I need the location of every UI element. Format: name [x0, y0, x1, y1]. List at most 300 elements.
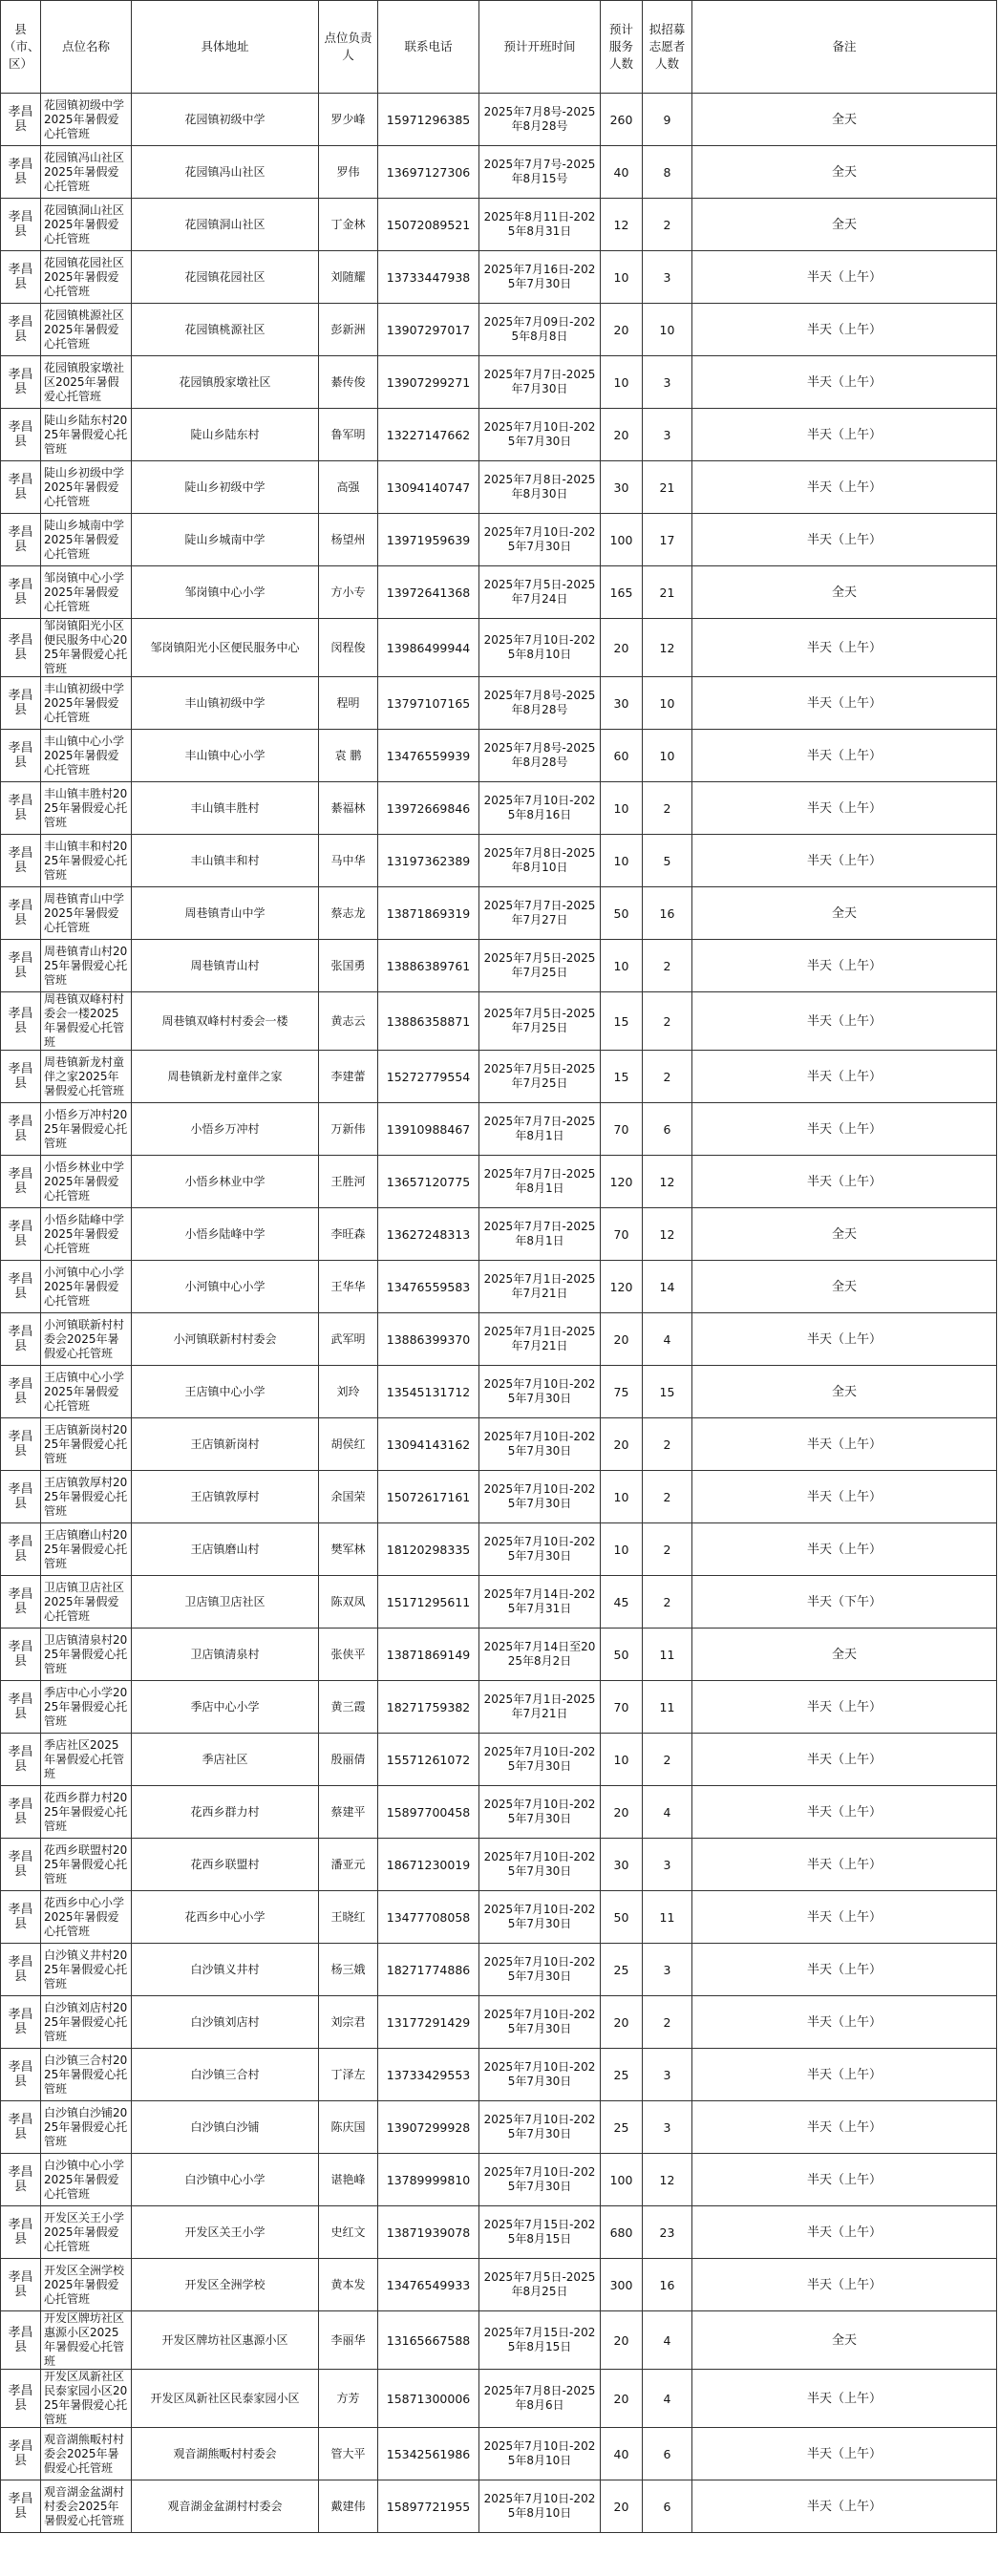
volunteer-count-cell: 16	[643, 887, 692, 940]
table-row	[1, 1891, 997, 1944]
phone-cell: 13177291429	[378, 1996, 479, 2049]
county-cell: 孝昌县	[1, 1996, 41, 2049]
table-row	[1, 1576, 997, 1629]
county-cell: 孝昌县	[1, 1103, 41, 1156]
site-name-cell: 周巷镇青山中学2025年暑假爱心托管班	[41, 887, 132, 940]
schedule-cell: 2025年7月8号-2025年8月28号	[479, 677, 601, 730]
schedule-cell: 2025年7月10日-2025年7月30日	[479, 1366, 601, 1418]
service-count-cell: 50	[601, 1629, 643, 1681]
phone-cell: 13657120775	[378, 1156, 479, 1208]
address-cell: 陡山乡初级中学	[132, 461, 319, 514]
remarks-cell: 半天（上午）	[692, 1103, 997, 1156]
schedule-cell: 2025年7月8日-2025年8月30日	[479, 461, 601, 514]
header-phone: 联系电话	[378, 1, 479, 94]
table-row	[1, 1103, 997, 1156]
volunteer-count-cell: 12	[643, 619, 692, 677]
schedule-cell: 2025年7月7日-2025年8月1日	[479, 1103, 601, 1156]
schedule-cell: 2025年7月8日-2025年8月6日	[479, 2370, 601, 2428]
site-name-cell: 季店社区2025年暑假爱心托管班	[41, 1734, 132, 1786]
remarks-cell: 半天（上午）	[692, 2259, 997, 2311]
schedule-cell: 2025年7月5日-2025年8月25日	[479, 2259, 601, 2311]
remarks-cell: 半天（上午）	[692, 1471, 997, 1523]
volunteer-count-cell: 2	[643, 1471, 692, 1523]
table-row	[1, 2154, 997, 2206]
remarks-cell: 半天（上午）	[692, 1313, 997, 1366]
schedule-cell: 2025年7月5日-2025年7月25日	[479, 940, 601, 992]
schedule-cell: 2025年7月15日-2025年8月15日	[479, 2206, 601, 2259]
service-count-cell: 20	[601, 2480, 643, 2533]
remarks-cell: 半天（上午）	[692, 1891, 997, 1944]
service-count-cell: 10	[601, 1523, 643, 1576]
contact-person-cell: 刘宗君	[319, 1996, 378, 2049]
remarks-cell: 全天	[692, 2311, 997, 2370]
schedule-cell: 2025年7月10日-2025年7月30日	[479, 1891, 601, 1944]
service-count-cell: 15	[601, 992, 643, 1051]
volunteer-count-cell: 6	[643, 2480, 692, 2533]
site-name-cell: 丰山镇丰胜村2025年暑假爱心托管班	[41, 782, 132, 835]
schedule-cell: 2025年7月10日-2025年7月30日	[479, 2049, 601, 2101]
schedule-cell: 2025年7月8号-2025年8月28号	[479, 94, 601, 146]
schedule-cell: 2025年7月10日-2025年7月30日	[479, 1944, 601, 1996]
phone-cell: 13886389761	[378, 940, 479, 992]
volunteer-count-cell: 3	[643, 1944, 692, 1996]
address-cell: 开发区全洲学校	[132, 2259, 319, 2311]
contact-person-cell: 胡侯红	[319, 1418, 378, 1471]
service-count-cell: 260	[601, 94, 643, 146]
phone-cell: 15897721955	[378, 2480, 479, 2533]
contact-person-cell: 刘玲	[319, 1366, 378, 1418]
schedule-cell: 2025年7月7号-2025年8月15号	[479, 146, 601, 199]
site-name-cell: 陡山乡陆东村2025年暑假爱心托管班	[41, 409, 132, 461]
schedule-cell: 2025年7月10日-2025年7月30日	[479, 514, 601, 566]
county-cell: 孝昌县	[1, 1734, 41, 1786]
table-header-row	[1, 1, 997, 94]
header-volunteer-count: 拟招募志愿者人数	[643, 1, 692, 94]
address-cell: 陡山乡城南中学	[132, 514, 319, 566]
phone-cell: 13972641368	[378, 566, 479, 619]
contact-person-cell: 管大平	[319, 2428, 378, 2480]
table-row	[1, 2259, 997, 2311]
service-count-cell: 20	[601, 2311, 643, 2370]
volunteer-count-cell: 11	[643, 1891, 692, 1944]
table-row	[1, 1839, 997, 1891]
phone-cell: 18271774886	[378, 1944, 479, 1996]
schedule-cell: 2025年7月14日-2025年7月31日	[479, 1576, 601, 1629]
contact-person-cell: 袁 鹏	[319, 730, 378, 782]
contact-person-cell: 张国勇	[319, 940, 378, 992]
site-name-cell: 小悟乡林业中学2025年暑假爱心托管班	[41, 1156, 132, 1208]
table-row	[1, 566, 997, 619]
phone-cell: 18671230019	[378, 1839, 479, 1891]
schedule-cell: 2025年7月8号-2025年8月28号	[479, 730, 601, 782]
phone-cell: 13697127306	[378, 146, 479, 199]
phone-cell: 13789999810	[378, 2154, 479, 2206]
volunteer-count-cell: 3	[643, 409, 692, 461]
schedule-cell: 2025年7月10日-2025年7月30日	[479, 1418, 601, 1471]
contact-person-cell: 丁金林	[319, 199, 378, 251]
county-cell: 孝昌县	[1, 782, 41, 835]
service-count-cell: 20	[601, 2370, 643, 2428]
county-cell: 孝昌县	[1, 1576, 41, 1629]
service-count-cell: 10	[601, 1734, 643, 1786]
volunteer-count-cell: 6	[643, 1103, 692, 1156]
county-cell: 孝昌县	[1, 1418, 41, 1471]
volunteer-count-cell: 11	[643, 1629, 692, 1681]
site-name-cell: 开发区全洲学校2025年暑假爱心托管班	[41, 2259, 132, 2311]
table-row	[1, 2370, 997, 2428]
contact-person-cell: 高强	[319, 461, 378, 514]
table-row	[1, 730, 997, 782]
county-cell: 孝昌县	[1, 835, 41, 887]
site-name-cell: 卫店镇卫店社区2025年暑假爱心托管班	[41, 1576, 132, 1629]
schedule-cell: 2025年7月10日-2025年8月16日	[479, 782, 601, 835]
volunteer-count-cell: 2	[643, 782, 692, 835]
volunteer-count-cell: 2	[643, 199, 692, 251]
address-cell: 丰山镇初级中学	[132, 677, 319, 730]
table-row	[1, 1261, 997, 1313]
site-name-cell: 白沙镇中心小学2025年暑假爱心托管班	[41, 2154, 132, 2206]
table-body	[1, 94, 997, 2533]
table-row	[1, 2311, 997, 2370]
service-count-cell: 10	[601, 940, 643, 992]
service-count-cell: 15	[601, 1051, 643, 1103]
service-count-cell: 25	[601, 2101, 643, 2154]
site-name-cell: 小河镇联新村村委会2025年暑假爱心托管班	[41, 1313, 132, 1366]
address-cell: 小悟乡林业中学	[132, 1156, 319, 1208]
contact-person-cell: 樊军林	[319, 1523, 378, 1576]
service-count-cell: 70	[601, 1208, 643, 1261]
remarks-cell: 半天（上午）	[692, 461, 997, 514]
volunteer-count-cell: 4	[643, 2370, 692, 2428]
schedule-cell: 2025年7月7日-2025年7月27日	[479, 887, 601, 940]
site-name-cell: 陡山乡初级中学2025年暑假爱心托管班	[41, 461, 132, 514]
site-name-cell: 花园镇冯山社区2025年暑假爱心托管班	[41, 146, 132, 199]
volunteer-count-cell: 3	[643, 2101, 692, 2154]
site-name-cell: 白沙镇义井村2025年暑假爱心托管班	[41, 1944, 132, 1996]
table-row	[1, 2428, 997, 2480]
site-name-cell: 花园镇花园社区2025年暑假爱心托管班	[41, 251, 132, 304]
service-count-cell: 30	[601, 677, 643, 730]
service-count-cell: 20	[601, 1418, 643, 1471]
volunteer-count-cell: 4	[643, 1786, 692, 1839]
site-name-cell: 花西乡群力村2025年暑假爱心托管班	[41, 1786, 132, 1839]
county-cell: 孝昌县	[1, 1313, 41, 1366]
site-name-cell: 丰山镇初级中学2025年暑假爱心托管班	[41, 677, 132, 730]
phone-cell: 13197362389	[378, 835, 479, 887]
service-count-cell: 20	[601, 304, 643, 356]
site-name-cell: 周巷镇新龙村童伴之家2025年暑假爱心托管班	[41, 1051, 132, 1103]
contact-person-cell: 丁泽左	[319, 2049, 378, 2101]
contact-person-cell: 李丽华	[319, 2311, 378, 2370]
volunteer-count-cell: 12	[643, 2154, 692, 2206]
contact-person-cell: 余国荣	[319, 1471, 378, 1523]
address-cell: 花园镇初级中学	[132, 94, 319, 146]
address-cell: 季店中心小学	[132, 1681, 319, 1734]
service-count-cell: 100	[601, 2154, 643, 2206]
table-row	[1, 835, 997, 887]
phone-cell: 13627248313	[378, 1208, 479, 1261]
table-row	[1, 2480, 997, 2533]
header-contact-person: 点位负责人	[319, 1, 378, 94]
service-count-cell: 30	[601, 461, 643, 514]
site-name-cell: 白沙镇三合村2025年暑假爱心托管班	[41, 2049, 132, 2101]
phone-cell: 13094140747	[378, 461, 479, 514]
contact-person-cell: 王晓红	[319, 1891, 378, 1944]
contact-person-cell: 马中华	[319, 835, 378, 887]
phone-cell: 13907299271	[378, 356, 479, 409]
site-name-cell: 花园镇初级中学2025年暑假爱心托管班	[41, 94, 132, 146]
table-row	[1, 94, 997, 146]
schedule-cell: 2025年7月5日-2025年7月25日	[479, 992, 601, 1051]
remarks-cell: 半天（上午）	[692, 2049, 997, 2101]
address-cell: 丰山镇丰和村	[132, 835, 319, 887]
county-cell: 孝昌县	[1, 1681, 41, 1734]
address-cell: 丰山镇中心小学	[132, 730, 319, 782]
address-cell: 卫店镇清泉村	[132, 1629, 319, 1681]
table-row	[1, 1681, 997, 1734]
county-cell: 孝昌县	[1, 514, 41, 566]
county-cell: 孝昌县	[1, 2049, 41, 2101]
county-cell: 孝昌县	[1, 146, 41, 199]
site-name-cell: 小悟乡万冲村2025年暑假爱心托管班	[41, 1103, 132, 1156]
service-count-cell: 20	[601, 409, 643, 461]
phone-cell: 13871939078	[378, 2206, 479, 2259]
contact-person-cell: 闵程俊	[319, 619, 378, 677]
volunteer-count-cell: 4	[643, 1313, 692, 1366]
contact-person-cell: 蔡志龙	[319, 887, 378, 940]
remarks-cell: 半天（上午）	[692, 1944, 997, 1996]
county-cell: 孝昌县	[1, 730, 41, 782]
site-name-cell: 花园镇殷家墩社区2025年暑假爱心托管班	[41, 356, 132, 409]
table-row	[1, 1786, 997, 1839]
remarks-cell: 全天	[692, 1208, 997, 1261]
table-row	[1, 461, 997, 514]
contact-person-cell: 綦传俊	[319, 356, 378, 409]
header-site-name: 点位名称	[41, 1, 132, 94]
schedule-cell: 2025年7月1日-2025年7月21日	[479, 1261, 601, 1313]
site-name-cell: 王店镇磨山村2025年暑假爱心托管班	[41, 1523, 132, 1576]
address-cell: 卫店镇卫店社区	[132, 1576, 319, 1629]
service-count-cell: 10	[601, 782, 643, 835]
site-name-cell: 周巷镇双峰村村委会一楼2025年暑假爱心托管班	[41, 992, 132, 1051]
volunteer-count-cell: 3	[643, 2049, 692, 2101]
contact-person-cell: 刘随耀	[319, 251, 378, 304]
address-cell: 开发区关王小学	[132, 2206, 319, 2259]
table-row	[1, 1629, 997, 1681]
schedule-cell: 2025年7月10日-2025年7月30日	[479, 2101, 601, 2154]
phone-cell: 18271759382	[378, 1681, 479, 1734]
address-cell: 邹岗镇中心小学	[132, 566, 319, 619]
table-row	[1, 1996, 997, 2049]
header-schedule: 预计开班时间	[479, 1, 601, 94]
site-name-cell: 观音湖熊畈村村委会2025年暑假爱心托管班	[41, 2428, 132, 2480]
phone-cell: 15272779554	[378, 1051, 479, 1103]
table-row	[1, 1523, 997, 1576]
county-cell: 孝昌县	[1, 2154, 41, 2206]
volunteer-count-cell: 10	[643, 677, 692, 730]
schedule-cell: 2025年7月10日-2025年8月10日	[479, 2428, 601, 2480]
service-count-cell: 60	[601, 730, 643, 782]
county-cell: 孝昌县	[1, 1156, 41, 1208]
address-cell: 周巷镇青山村	[132, 940, 319, 992]
address-cell: 周巷镇新龙村童伴之家	[132, 1051, 319, 1103]
schedule-cell: 2025年7月8日-2025年8月10日	[479, 835, 601, 887]
address-cell: 花园镇冯山社区	[132, 146, 319, 199]
contact-person-cell: 万新伟	[319, 1103, 378, 1156]
county-cell: 孝昌县	[1, 566, 41, 619]
service-count-cell: 10	[601, 835, 643, 887]
table-row	[1, 2206, 997, 2259]
volunteer-count-cell: 2	[643, 1996, 692, 2049]
phone-cell: 13094143162	[378, 1418, 479, 1471]
contact-person-cell: 王胜河	[319, 1156, 378, 1208]
schedule-cell: 2025年7月10日-2025年7月30日	[479, 2154, 601, 2206]
address-cell: 小悟乡万冲村	[132, 1103, 319, 1156]
address-cell: 白沙镇白沙铺	[132, 2101, 319, 2154]
contact-person-cell: 杨三娥	[319, 1944, 378, 1996]
service-count-cell: 45	[601, 1576, 643, 1629]
address-cell: 小河镇中心小学	[132, 1261, 319, 1313]
phone-cell: 13797107165	[378, 677, 479, 730]
address-cell: 花园镇桃源社区	[132, 304, 319, 356]
schedule-cell: 2025年7月10日-2025年7月30日	[479, 1471, 601, 1523]
contact-person-cell: 綦福林	[319, 782, 378, 835]
remarks-cell: 全天	[692, 1261, 997, 1313]
phone-cell: 13972669846	[378, 782, 479, 835]
remarks-cell: 半天（上午）	[692, 1786, 997, 1839]
address-cell: 王店镇新岗村	[132, 1418, 319, 1471]
service-count-cell: 120	[601, 1261, 643, 1313]
address-cell: 白沙镇刘店村	[132, 1996, 319, 2049]
phone-cell: 15342561986	[378, 2428, 479, 2480]
phone-cell: 15871300006	[378, 2370, 479, 2428]
header-address: 具体地址	[132, 1, 319, 94]
remarks-cell: 半天（上午）	[692, 356, 997, 409]
county-cell: 孝昌县	[1, 1208, 41, 1261]
county-cell: 孝昌县	[1, 2206, 41, 2259]
address-cell: 花园镇花园社区	[132, 251, 319, 304]
site-name-cell: 王店镇中心小学2025年暑假爱心托管班	[41, 1366, 132, 1418]
service-count-cell: 10	[601, 356, 643, 409]
county-cell: 孝昌县	[1, 1786, 41, 1839]
volunteer-count-cell: 2	[643, 940, 692, 992]
schedule-cell: 2025年7月16日-2025年7月30日	[479, 251, 601, 304]
phone-cell: 13907297017	[378, 304, 479, 356]
table-row	[1, 887, 997, 940]
remarks-cell: 半天（上午）	[692, 251, 997, 304]
county-cell: 孝昌县	[1, 409, 41, 461]
volunteer-count-cell: 10	[643, 730, 692, 782]
contact-person-cell: 潘亚元	[319, 1839, 378, 1891]
county-cell: 孝昌县	[1, 992, 41, 1051]
contact-person-cell: 黄志云	[319, 992, 378, 1051]
address-cell: 花西乡联盟村	[132, 1839, 319, 1891]
phone-cell: 13476559583	[378, 1261, 479, 1313]
site-name-cell: 邹岗镇中心小学2025年暑假爱心托管班	[41, 566, 132, 619]
contact-person-cell: 鲁军明	[319, 409, 378, 461]
remarks-cell: 半天（上午）	[692, 992, 997, 1051]
schedule-cell: 2025年8月11日-2025年8月31日	[479, 199, 601, 251]
remarks-cell: 全天	[692, 566, 997, 619]
remarks-cell: 半天（上午）	[692, 1839, 997, 1891]
contact-person-cell: 黄本发	[319, 2259, 378, 2311]
table-row	[1, 1944, 997, 1996]
schedule-cell: 2025年7月10日-2025年8月10日	[479, 619, 601, 677]
site-name-cell: 王店镇新岗村2025年暑假爱心托管班	[41, 1418, 132, 1471]
table-row	[1, 619, 997, 677]
contact-person-cell: 罗伟	[319, 146, 378, 199]
remarks-cell: 半天（上午）	[692, 514, 997, 566]
table-row	[1, 304, 997, 356]
site-name-cell: 卫店镇清泉村2025年暑假爱心托管班	[41, 1629, 132, 1681]
service-count-cell: 30	[601, 1839, 643, 1891]
phone-cell: 15072089521	[378, 199, 479, 251]
schedule-cell: 2025年7月7日-2025年8月1日	[479, 1208, 601, 1261]
volunteer-count-cell: 3	[643, 251, 692, 304]
service-count-cell: 680	[601, 2206, 643, 2259]
address-cell: 花园镇殷家墩社区	[132, 356, 319, 409]
remarks-cell: 半天（上午）	[692, 677, 997, 730]
volunteer-count-cell: 14	[643, 1261, 692, 1313]
address-cell: 小悟乡陆峰中学	[132, 1208, 319, 1261]
schedule-cell: 2025年7月15日-2025年8月15日	[479, 2311, 601, 2370]
phone-cell: 15571261072	[378, 1734, 479, 1786]
volunteer-count-cell: 2	[643, 1734, 692, 1786]
contact-person-cell: 史红文	[319, 2206, 378, 2259]
address-cell: 王店镇敦厚村	[132, 1471, 319, 1523]
phone-cell: 13227147662	[378, 409, 479, 461]
remarks-cell: 半天（上午）	[692, 2101, 997, 2154]
site-name-cell: 花西乡中心小学2025年暑假爱心托管班	[41, 1891, 132, 1944]
site-name-cell: 王店镇敦厚村2025年暑假爱心托管班	[41, 1471, 132, 1523]
county-cell: 孝昌县	[1, 356, 41, 409]
service-count-cell: 40	[601, 146, 643, 199]
table-row	[1, 251, 997, 304]
remarks-cell: 半天（上午）	[692, 409, 997, 461]
county-cell: 孝昌县	[1, 199, 41, 251]
service-count-cell: 75	[601, 1366, 643, 1418]
volunteer-count-cell: 2	[643, 1051, 692, 1103]
remarks-cell: 全天	[692, 1629, 997, 1681]
table-row	[1, 992, 997, 1051]
remarks-cell: 半天（上午）	[692, 2428, 997, 2480]
site-name-cell: 花西乡联盟村2025年暑假爱心托管班	[41, 1839, 132, 1891]
header-county: 县（市、区）	[1, 1, 41, 94]
service-count-cell: 70	[601, 1681, 643, 1734]
table-row	[1, 1471, 997, 1523]
volunteer-count-cell: 5	[643, 835, 692, 887]
remarks-cell: 半天（上午）	[692, 835, 997, 887]
address-cell: 观音湖金盆湖村村委会	[132, 2480, 319, 2533]
address-cell: 白沙镇义井村	[132, 1944, 319, 1996]
table-row	[1, 2101, 997, 2154]
contact-person-cell: 谌艳峰	[319, 2154, 378, 2206]
site-name-cell: 季店中心小学2025年暑假爱心托管班	[41, 1681, 132, 1734]
site-name-cell: 邹岗镇阳光小区便民服务中心2025年暑假爱心托管班	[41, 619, 132, 677]
volunteer-count-cell: 21	[643, 461, 692, 514]
schedule-cell: 2025年7月14日至2025年8月2日	[479, 1629, 601, 1681]
site-name-cell: 开发区关王小学2025年暑假爱心托管班	[41, 2206, 132, 2259]
service-count-cell: 25	[601, 1944, 643, 1996]
contact-person-cell: 王华华	[319, 1261, 378, 1313]
county-cell: 孝昌县	[1, 1051, 41, 1103]
remarks-cell: 半天（上午）	[692, 940, 997, 992]
address-cell: 开发区牌坊社区惠源小区	[132, 2311, 319, 2370]
remarks-cell: 全天	[692, 887, 997, 940]
site-name-cell: 小河镇中心小学2025年暑假爱心托管班	[41, 1261, 132, 1313]
table-row	[1, 1418, 997, 1471]
phone-cell: 13165667588	[378, 2311, 479, 2370]
